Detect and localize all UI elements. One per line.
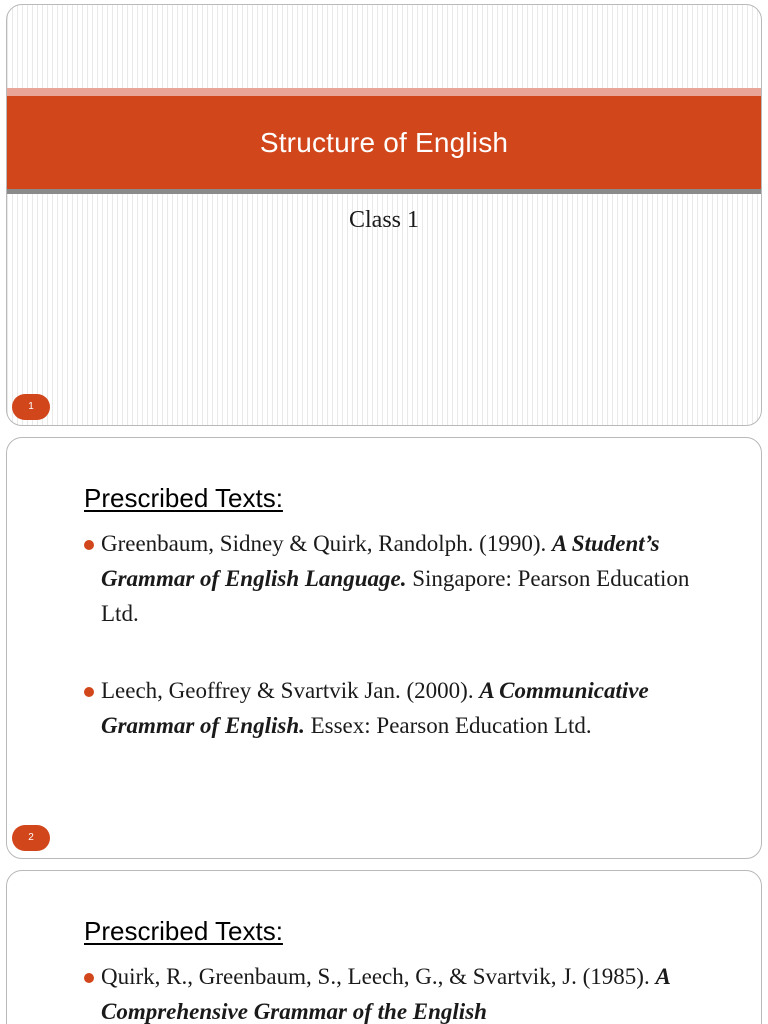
slide-2[interactable] <box>6 437 762 859</box>
reference-title: A Comprehensive Grammar of the English <box>101 964 670 1024</box>
section-heading: Prescribed Texts: <box>84 483 283 513</box>
reference-list <box>84 959 731 1024</box>
reference-authors: Leech, Geoffrey & Svartvik Jan. (2000). <box>101 678 480 703</box>
title-band-shadow <box>7 189 761 194</box>
section-heading: Prescribed Texts: <box>84 916 283 946</box>
reference-title: A Communicative Grammar of English. <box>101 678 649 738</box>
slide-3[interactable] <box>6 870 762 1024</box>
bullet-icon <box>84 687 94 697</box>
reference-authors: Greenbaum, Sidney & Quirk, Randolph. (1990). <box>101 531 552 556</box>
reference-publisher: Singapore: Pearson Education Ltd. <box>101 566 690 626</box>
reference-title: A Student’s Grammar of English Language. <box>101 531 660 591</box>
slide-number-badge: 2 <box>12 825 50 851</box>
slide-title: Structure of English <box>259 127 509 158</box>
reference-authors: Quirk, R., Greenbaum, S., Leech, G., & Svartvik, J. (1985). <box>101 964 656 989</box>
reference-publisher: Essex: Pearson Education Ltd. <box>304 713 592 738</box>
reference-item <box>84 959 731 1024</box>
title-band-highlight <box>7 88 761 96</box>
slide-number-badge: 1 <box>12 394 50 420</box>
reference-item <box>84 526 731 631</box>
bullet-icon <box>84 973 94 983</box>
reference-item <box>84 673 731 743</box>
reference-list <box>84 526 731 743</box>
slide-1[interactable] <box>6 4 762 426</box>
slide-subtitle: Class 1 <box>348 207 419 233</box>
bullet-icon <box>84 540 94 550</box>
